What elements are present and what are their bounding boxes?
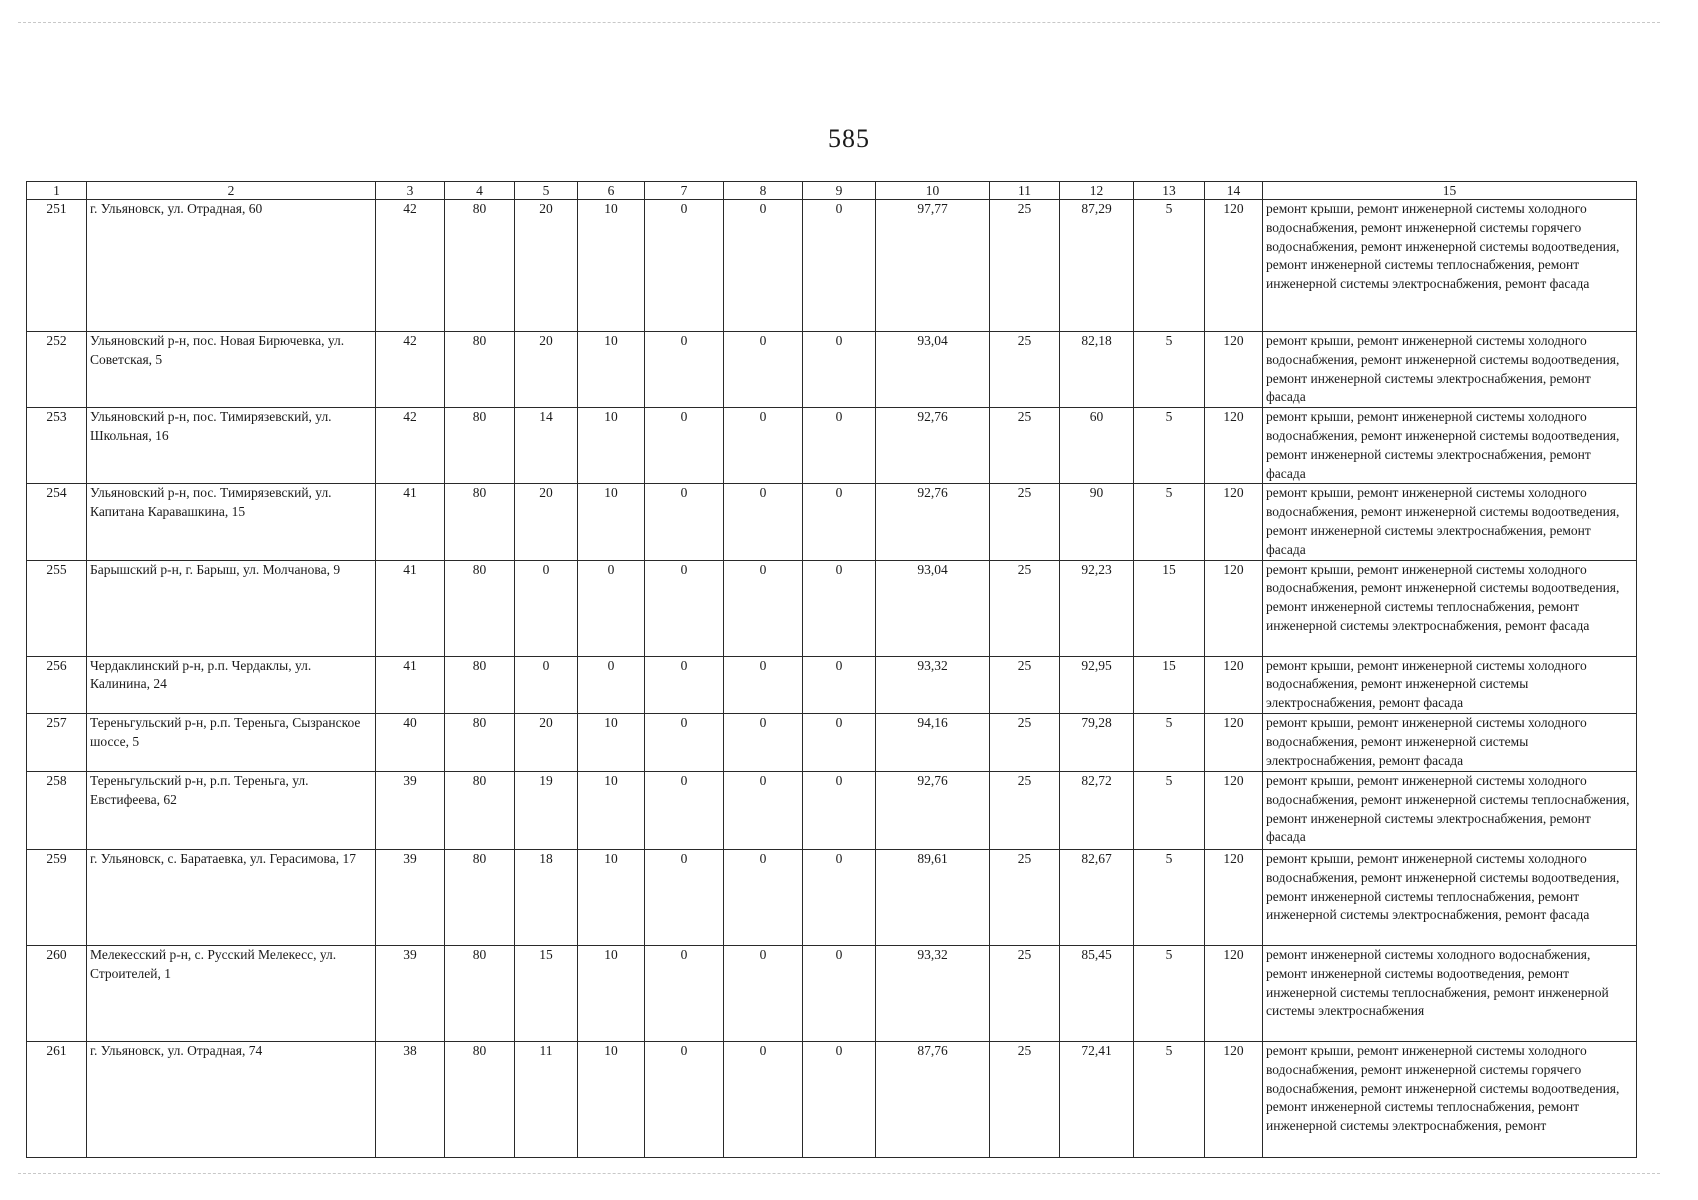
works-cell: ремонт инженерной системы холодного водоснабжения, ремонт инженерной системы водоотведения, ремонт инженерной системы теплоснабжения, ремонт инженерной системы электроснабжения — [1263, 945, 1637, 1041]
row-number-cell: 256 — [27, 656, 87, 713]
value-cell: 120 — [1205, 332, 1263, 408]
value-cell: 0 — [724, 771, 803, 849]
value-cell: 0 — [803, 200, 876, 332]
value-cell: 11 — [515, 1041, 578, 1157]
table-row — [27, 200, 1637, 332]
header-cell: 9 — [803, 182, 876, 200]
header-cell: 4 — [445, 182, 515, 200]
address-cell: Тереньгульский р-н, р.п. Тереньга, Сызранское шоссе, 5 — [87, 713, 376, 771]
header-cell: 6 — [578, 182, 645, 200]
value-cell: 120 — [1205, 1041, 1263, 1157]
works-cell: ремонт крыши, ремонт инженерной системы холодного водоснабжения, ремонт инженерной системы водоотведения, ремонт инженерной системы теплоснабжения, ремонт инженерной системы электроснабжения, ремонт фасада — [1263, 560, 1637, 656]
table-row — [27, 332, 1637, 408]
value-cell: 0 — [803, 713, 876, 771]
value-cell: 39 — [376, 945, 445, 1041]
row-number-cell: 255 — [27, 560, 87, 656]
value-cell: 10 — [578, 771, 645, 849]
value-cell: 97,77 — [876, 200, 990, 332]
value-cell: 20 — [515, 200, 578, 332]
header-cell: 1 — [27, 182, 87, 200]
value-cell: 80 — [445, 771, 515, 849]
table-row — [27, 1041, 1637, 1157]
value-cell: 41 — [376, 656, 445, 713]
value-cell: 0 — [803, 408, 876, 484]
value-cell: 10 — [578, 200, 645, 332]
value-cell: 82,67 — [1060, 849, 1134, 945]
value-cell: 0 — [515, 656, 578, 713]
value-cell: 0 — [578, 656, 645, 713]
value-cell: 25 — [990, 713, 1060, 771]
value-cell: 10 — [578, 945, 645, 1041]
header-row — [27, 182, 1637, 200]
value-cell: 120 — [1205, 200, 1263, 332]
value-cell: 40 — [376, 713, 445, 771]
works-cell: ремонт крыши, ремонт инженерной системы холодного водоснабжения, ремонт инженерной системы водоотведения, ремонт инженерной системы теплоснабжения, ремонт инженерной системы электроснабжения, ремонт фасада — [1263, 849, 1637, 945]
value-cell: 25 — [990, 945, 1060, 1041]
value-cell: 25 — [990, 200, 1060, 332]
value-cell: 94,16 — [876, 713, 990, 771]
works-cell: ремонт крыши, ремонт инженерной системы холодного водоснабжения, ремонт инженерной системы электроснабжения, ремонт фасада — [1263, 656, 1637, 713]
value-cell: 92,76 — [876, 408, 990, 484]
value-cell: 5 — [1134, 713, 1205, 771]
value-cell: 5 — [1134, 200, 1205, 332]
value-cell: 120 — [1205, 849, 1263, 945]
value-cell: 0 — [724, 200, 803, 332]
value-cell: 42 — [376, 408, 445, 484]
value-cell: 80 — [445, 849, 515, 945]
address-cell: г. Ульяновск, ул. Отрадная, 74 — [87, 1041, 376, 1157]
value-cell: 25 — [990, 1041, 1060, 1157]
header-cell: 3 — [376, 182, 445, 200]
value-cell: 0 — [803, 560, 876, 656]
value-cell: 20 — [515, 484, 578, 560]
value-cell: 0 — [803, 332, 876, 408]
value-cell: 0 — [724, 1041, 803, 1157]
value-cell: 0 — [724, 656, 803, 713]
table-body — [27, 200, 1637, 1158]
value-cell: 10 — [578, 713, 645, 771]
value-cell: 0 — [578, 560, 645, 656]
works-cell: ремонт крыши, ремонт инженерной системы холодного водоснабжения, ремонт инженерной системы горячего водоснабжения, ремонт инженерной системы водоотведения, ремонт инженерной системы теплоснабжения, ремонт инженерной системы электроснабжения, ремонт — [1263, 1041, 1637, 1157]
value-cell: 0 — [724, 560, 803, 656]
header-cell: 2 — [87, 182, 376, 200]
header-cell: 15 — [1263, 182, 1637, 200]
value-cell: 80 — [445, 560, 515, 656]
value-cell: 85,45 — [1060, 945, 1134, 1041]
row-number-cell: 253 — [27, 408, 87, 484]
value-cell: 10 — [578, 849, 645, 945]
value-cell: 0 — [803, 1041, 876, 1157]
value-cell: 5 — [1134, 945, 1205, 1041]
value-cell: 93,04 — [876, 560, 990, 656]
address-cell: Ульяновский р-н, пос. Тимирязевский, ул. Школьная, 16 — [87, 408, 376, 484]
value-cell: 10 — [578, 484, 645, 560]
value-cell: 25 — [990, 560, 1060, 656]
value-cell: 82,72 — [1060, 771, 1134, 849]
page-number: 585 — [828, 124, 870, 153]
value-cell: 120 — [1205, 484, 1263, 560]
row-number-cell: 259 — [27, 849, 87, 945]
address-cell: г. Ульяновск, с. Баратаевка, ул. Герасимова, 17 — [87, 849, 376, 945]
value-cell: 92,23 — [1060, 560, 1134, 656]
value-cell: 0 — [724, 945, 803, 1041]
value-cell: 0 — [724, 713, 803, 771]
value-cell: 90 — [1060, 484, 1134, 560]
table-row — [27, 849, 1637, 945]
value-cell: 0 — [803, 849, 876, 945]
value-cell: 0 — [645, 408, 724, 484]
value-cell: 15 — [515, 945, 578, 1041]
value-cell: 120 — [1205, 713, 1263, 771]
header-cell: 11 — [990, 182, 1060, 200]
works-cell: ремонт крыши, ремонт инженерной системы холодного водоснабжения, ремонт инженерной системы электроснабжения, ремонт фасада — [1263, 713, 1637, 771]
works-cell: ремонт крыши, ремонт инженерной системы холодного водоснабжения, ремонт инженерной системы теплоснабжения, ремонт инженерной системы электроснабжения, ремонт фасада — [1263, 771, 1637, 849]
value-cell: 0 — [645, 849, 724, 945]
value-cell: 0 — [645, 560, 724, 656]
value-cell: 82,18 — [1060, 332, 1134, 408]
value-cell: 80 — [445, 484, 515, 560]
value-cell: 25 — [990, 656, 1060, 713]
value-cell: 15 — [1134, 656, 1205, 713]
table-row — [27, 656, 1637, 713]
value-cell: 93,32 — [876, 656, 990, 713]
value-cell: 120 — [1205, 560, 1263, 656]
works-cell: ремонт крыши, ремонт инженерной системы холодного водоснабжения, ремонт инженерной системы водоотведения, ремонт инженерной системы электроснабжения, ремонт фасада — [1263, 408, 1637, 484]
table-row — [27, 713, 1637, 771]
value-cell: 0 — [724, 484, 803, 560]
value-cell: 25 — [990, 849, 1060, 945]
value-cell: 80 — [445, 408, 515, 484]
table-row — [27, 408, 1637, 484]
value-cell: 5 — [1134, 332, 1205, 408]
table-row — [27, 560, 1637, 656]
address-cell: Тереньгульский р-н, р.п. Тереньга, ул. Евстифеева, 62 — [87, 771, 376, 849]
header-cell: 12 — [1060, 182, 1134, 200]
row-number-cell: 258 — [27, 771, 87, 849]
value-cell: 72,41 — [1060, 1041, 1134, 1157]
value-cell: 80 — [445, 1041, 515, 1157]
value-cell: 120 — [1205, 408, 1263, 484]
value-cell: 39 — [376, 771, 445, 849]
header-cell: 14 — [1205, 182, 1263, 200]
row-number-cell: 252 — [27, 332, 87, 408]
value-cell: 120 — [1205, 771, 1263, 849]
value-cell: 0 — [803, 484, 876, 560]
row-number-cell: 254 — [27, 484, 87, 560]
value-cell: 93,32 — [876, 945, 990, 1041]
value-cell: 92,76 — [876, 771, 990, 849]
value-cell: 80 — [445, 713, 515, 771]
value-cell: 5 — [1134, 484, 1205, 560]
value-cell: 5 — [1134, 408, 1205, 484]
value-cell: 14 — [515, 408, 578, 484]
value-cell: 80 — [445, 200, 515, 332]
value-cell: 120 — [1205, 945, 1263, 1041]
value-cell: 0 — [645, 200, 724, 332]
value-cell: 0 — [645, 332, 724, 408]
row-number-cell: 260 — [27, 945, 87, 1041]
value-cell: 39 — [376, 849, 445, 945]
value-cell: 0 — [803, 771, 876, 849]
value-cell: 0 — [515, 560, 578, 656]
table-row — [27, 945, 1637, 1041]
value-cell: 79,28 — [1060, 713, 1134, 771]
header-cell: 5 — [515, 182, 578, 200]
value-cell: 0 — [645, 945, 724, 1041]
value-cell: 25 — [990, 484, 1060, 560]
value-cell: 18 — [515, 849, 578, 945]
address-cell: Ульяновский р-н, пос. Тимирязевский, ул. Капитана Каравашкина, 15 — [87, 484, 376, 560]
value-cell: 92,76 — [876, 484, 990, 560]
value-cell: 0 — [724, 408, 803, 484]
value-cell: 5 — [1134, 1041, 1205, 1157]
value-cell: 20 — [515, 713, 578, 771]
value-cell: 42 — [376, 332, 445, 408]
value-cell: 0 — [645, 1041, 724, 1157]
repair-register-table — [26, 181, 1637, 1158]
value-cell: 120 — [1205, 656, 1263, 713]
table-row — [27, 484, 1637, 560]
header-cell: 10 — [876, 182, 990, 200]
header-cell: 13 — [1134, 182, 1205, 200]
value-cell: 0 — [724, 332, 803, 408]
value-cell: 87,76 — [876, 1041, 990, 1157]
value-cell: 80 — [445, 656, 515, 713]
address-cell: Чердаклинский р-н, р.п. Чердаклы, ул. Калинина, 24 — [87, 656, 376, 713]
address-cell: г. Ульяновск, ул. Отрадная, 60 — [87, 200, 376, 332]
works-cell: ремонт крыши, ремонт инженерной системы холодного водоснабжения, ремонт инженерной системы горячего водоснабжения, ремонт инженерной системы водоотведения, ремонт инженерной системы теплоснабжения, ремонт инженерной системы электроснабжения, ремонт фасада — [1263, 200, 1637, 332]
value-cell: 25 — [990, 332, 1060, 408]
value-cell: 93,04 — [876, 332, 990, 408]
header-cell: 7 — [645, 182, 724, 200]
address-cell: Барышский р-н, г. Барыш, ул. Молчанова, 9 — [87, 560, 376, 656]
value-cell: 25 — [990, 408, 1060, 484]
value-cell: 10 — [578, 408, 645, 484]
value-cell: 0 — [645, 713, 724, 771]
value-cell: 20 — [515, 332, 578, 408]
value-cell: 80 — [445, 332, 515, 408]
row-number-cell: 257 — [27, 713, 87, 771]
header-cell: 8 — [724, 182, 803, 200]
value-cell: 15 — [1134, 560, 1205, 656]
row-number-cell: 251 — [27, 200, 87, 332]
value-cell: 60 — [1060, 408, 1134, 484]
value-cell: 42 — [376, 200, 445, 332]
value-cell: 87,29 — [1060, 200, 1134, 332]
value-cell: 0 — [645, 484, 724, 560]
value-cell: 5 — [1134, 771, 1205, 849]
value-cell: 0 — [803, 945, 876, 1041]
value-cell: 0 — [803, 656, 876, 713]
value-cell: 25 — [990, 771, 1060, 849]
value-cell: 0 — [645, 771, 724, 849]
value-cell: 92,95 — [1060, 656, 1134, 713]
value-cell: 38 — [376, 1041, 445, 1157]
value-cell: 41 — [376, 484, 445, 560]
value-cell: 5 — [1134, 849, 1205, 945]
value-cell: 80 — [445, 945, 515, 1041]
table-row — [27, 771, 1637, 849]
value-cell: 10 — [578, 332, 645, 408]
address-cell: Ульяновский р-н, пос. Новая Бирючевка, ул. Советская, 5 — [87, 332, 376, 408]
value-cell: 10 — [578, 1041, 645, 1157]
value-cell: 89,61 — [876, 849, 990, 945]
works-cell: ремонт крыши, ремонт инженерной системы холодного водоснабжения, ремонт инженерной системы водоотведения, ремонт инженерной системы электроснабжения, ремонт фасада — [1263, 484, 1637, 560]
value-cell: 19 — [515, 771, 578, 849]
row-number-cell: 261 — [27, 1041, 87, 1157]
value-cell: 41 — [376, 560, 445, 656]
value-cell: 0 — [724, 849, 803, 945]
address-cell: Мелекесский р-н, с. Русский Мелекесс, ул. Строителей, 1 — [87, 945, 376, 1041]
works-cell: ремонт крыши, ремонт инженерной системы холодного водоснабжения, ремонт инженерной системы водоотведения, ремонт инженерной системы электроснабжения, ремонт фасада — [1263, 332, 1637, 408]
value-cell: 0 — [645, 656, 724, 713]
